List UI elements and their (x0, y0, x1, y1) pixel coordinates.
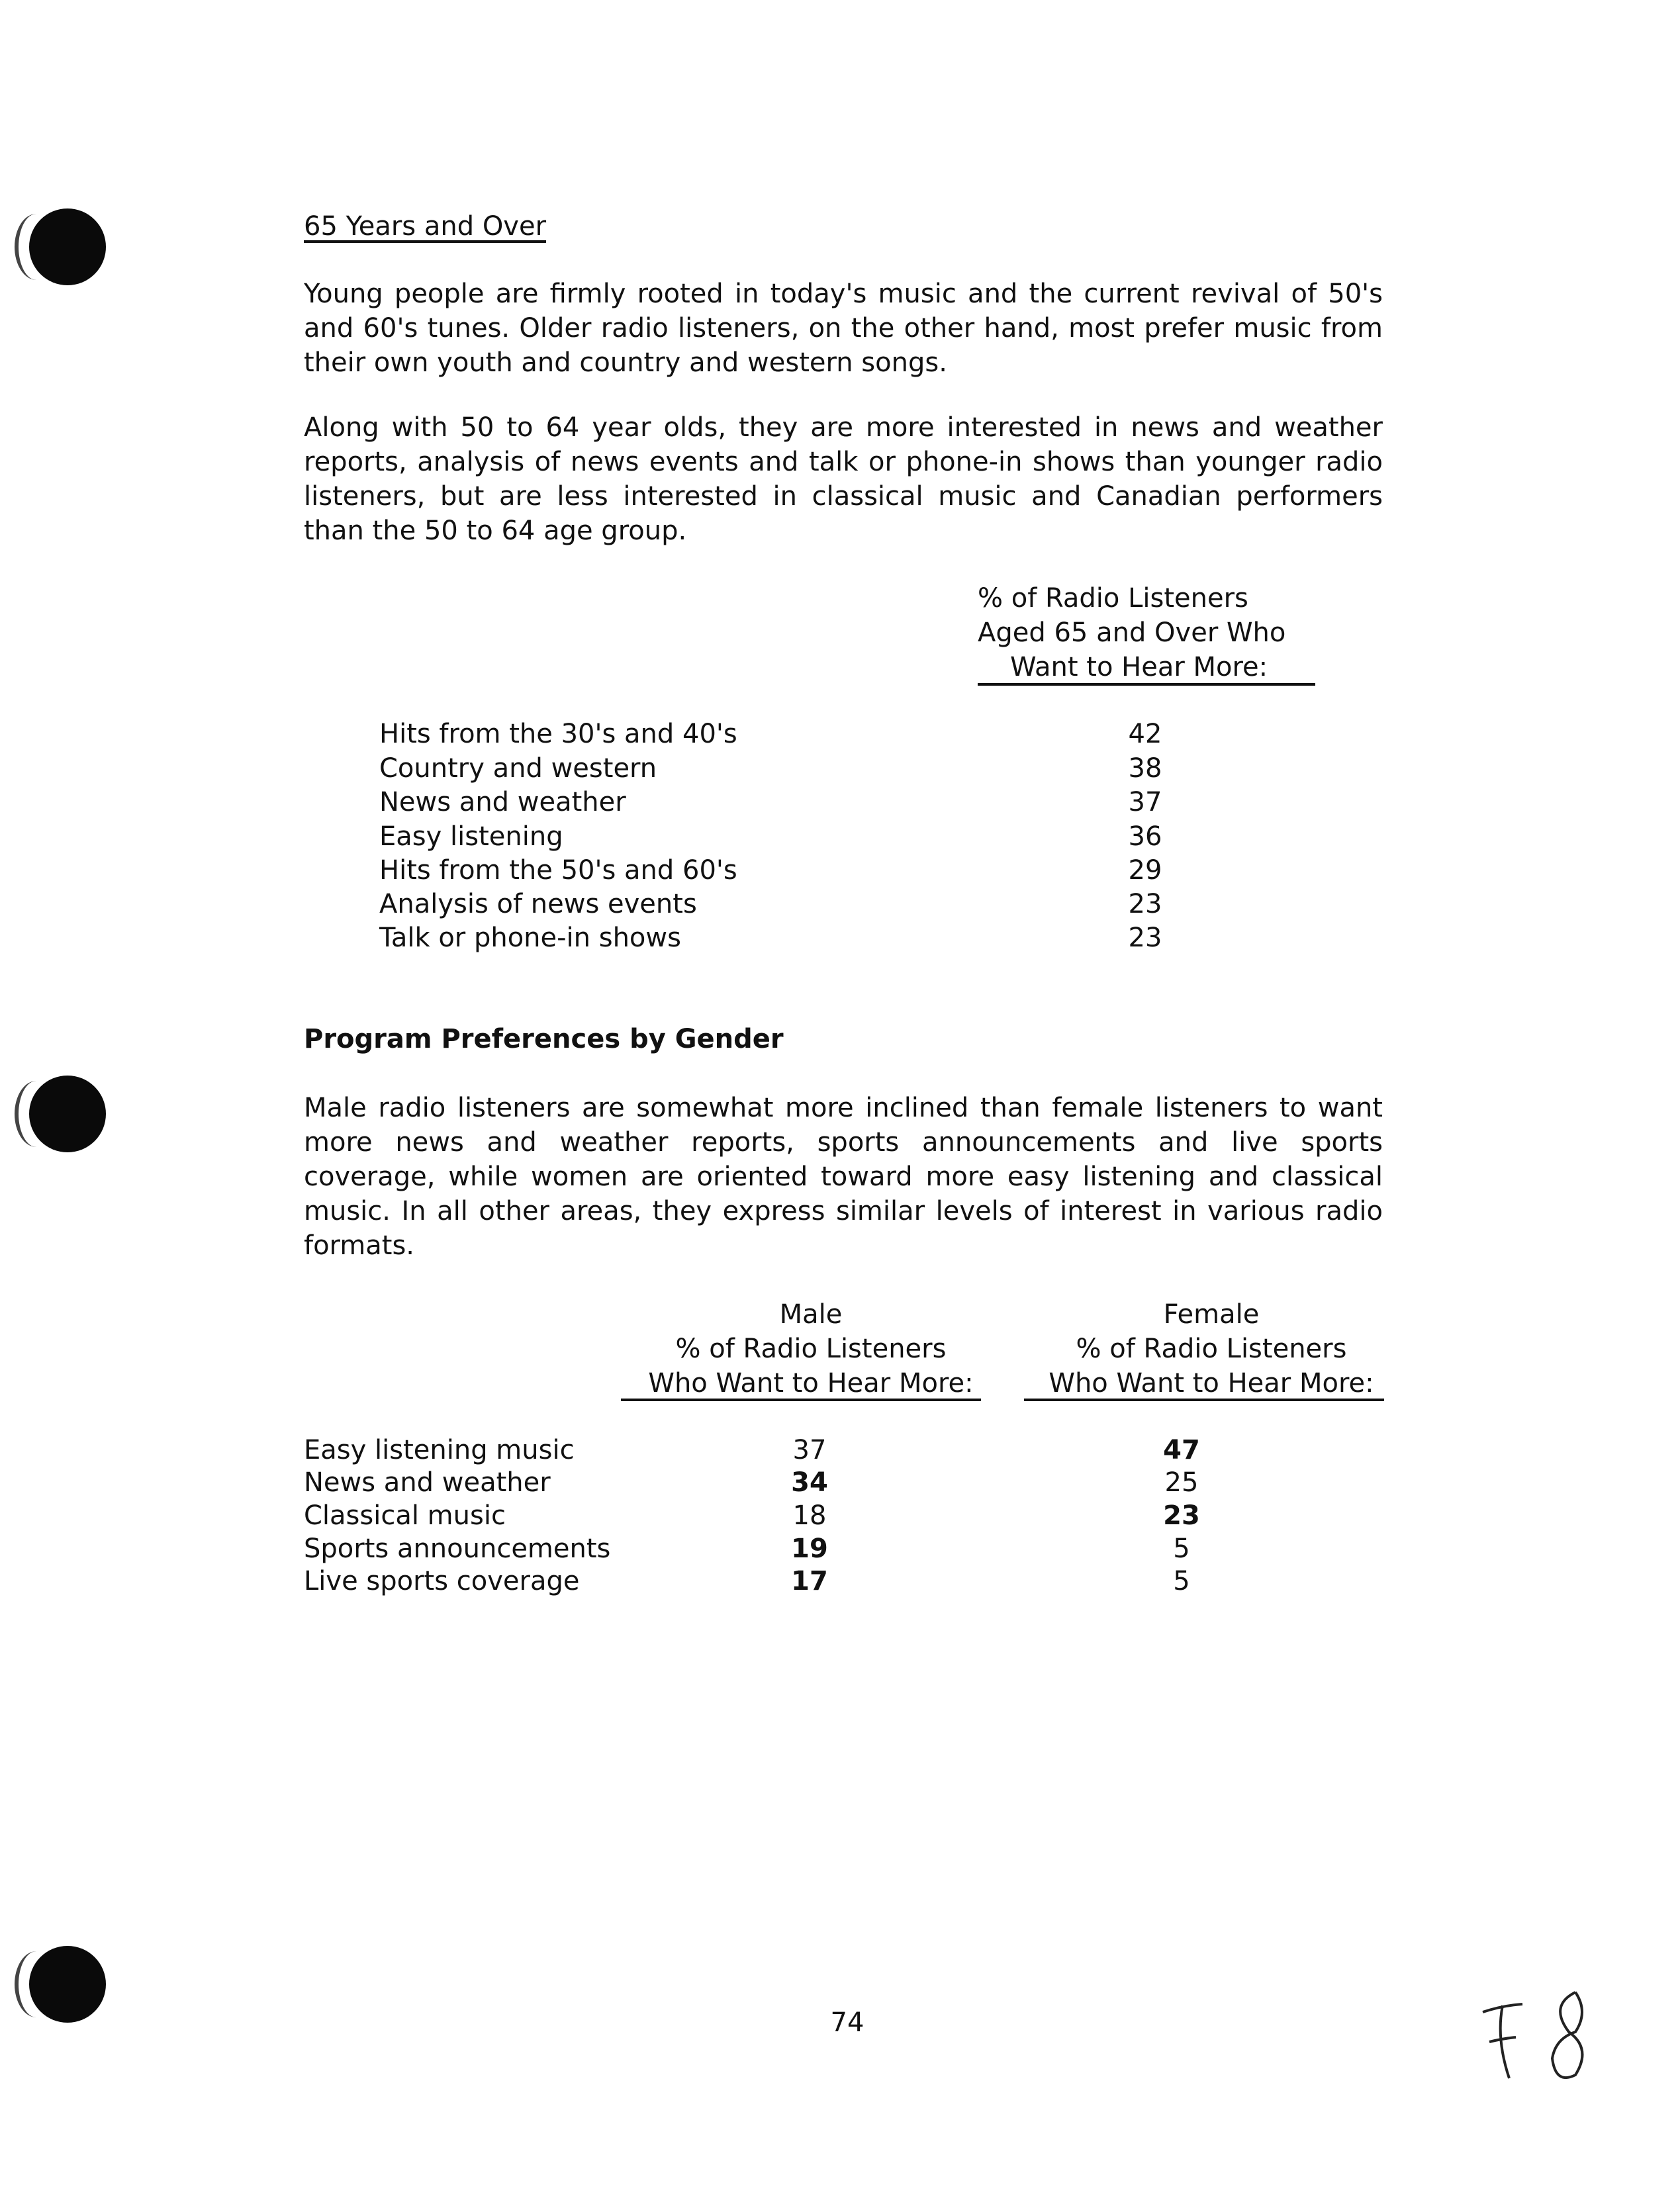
table2-row-female: 25 (1164, 1467, 1199, 1498)
table1-row-label: News and weather (379, 787, 626, 817)
table2-male-header-line2: % of Radio Listeners (675, 1334, 947, 1364)
table2-male-header-rule (621, 1399, 981, 1401)
table2-row-male: 34 (791, 1467, 828, 1498)
paragraph-male-listeners: Male radio listeners are somewhat more inclined than female listeners to want more news and weather reports, sports announcements and live sports coverage, while women are oriented toward more easy listening and classical music. In all other areas, they express similar levels of interest in various radio formats. (304, 1093, 1383, 1261)
table2-row-male: 37 (792, 1435, 827, 1465)
table2-male-header-line1: Male (779, 1299, 843, 1330)
page-number: 74 (830, 2007, 864, 2038)
table2-row-male: 17 (791, 1566, 828, 1596)
table2-row-female: 5 (1173, 1566, 1190, 1596)
punch-hole-middle (29, 1076, 106, 1152)
table1-row-label: Country and western (379, 753, 657, 784)
table1-row-label: Talk or phone-in shows (379, 923, 681, 953)
table1-row-label: Hits from the 50's and 60's (379, 855, 737, 886)
paragraph-along-with: Along with 50 to 64 year olds, they are more interested in news and weather reports, analysis of news events and talk or phone-in shows than younger radio listeners, but are less interested in classical music and Canadian performers than the 50 to 64 age group. (304, 412, 1383, 546)
table2-row-female: 47 (1163, 1435, 1200, 1465)
table1-row-value: 38 (1128, 753, 1162, 784)
table1-header-line1: % of Radio Listeners (978, 583, 1248, 614)
punch-hole-top (29, 208, 106, 285)
table1-row-value: 42 (1128, 719, 1162, 749)
table2-female-header-line2: % of Radio Listeners (1076, 1334, 1347, 1364)
table1-row-label: Hits from the 30's and 40's (379, 719, 737, 749)
table2-row-label: Live sports coverage (304, 1566, 580, 1596)
table2-row-label: News and weather (304, 1467, 551, 1498)
table2-female-header-line1: Female (1163, 1299, 1260, 1330)
table2-row-label: Easy listening music (304, 1435, 575, 1465)
table1-row-label: Analysis of news events (379, 889, 697, 919)
table2-row-female: 23 (1163, 1500, 1200, 1531)
table2-male-header-line3: Who Want to Hear More: (648, 1368, 974, 1399)
table2-female-header-rule (1024, 1399, 1384, 1401)
table1-row-value: 23 (1128, 923, 1162, 953)
table2-row-label: Sports announcements (304, 1534, 611, 1564)
table1-row-value: 37 (1128, 787, 1162, 817)
handwritten-78-drawing (1476, 1986, 1609, 2091)
table1-header-line2: Aged 65 and Over Who (978, 618, 1286, 648)
paragraph-young-people: Young people are firmly rooted in today's music and the current revival of 50's and 60's tunes. Older radio listeners, on the other hand, most prefer music from their own youth and country and western songs. (304, 279, 1383, 378)
table2-female-header-line3: Who Want to Hear More: (1049, 1368, 1374, 1399)
table1-row-label: Easy listening (379, 821, 563, 852)
handwritten-page-mark (1476, 1986, 1609, 2091)
table1-header-line3: Want to Hear More: (1010, 652, 1268, 682)
table2-row-female: 5 (1173, 1534, 1190, 1564)
punch-hole-bottom (29, 1946, 106, 2023)
table1-row-value: 23 (1128, 889, 1162, 919)
table2-row-label: Classical music (304, 1500, 506, 1531)
table2-row-male: 19 (791, 1534, 828, 1564)
section-heading-65-over: 65 Years and Over (304, 211, 547, 242)
table2-row-male: 18 (792, 1500, 827, 1531)
section-heading-gender: Program Preferences by Gender (304, 1024, 784, 1054)
table1-row-value: 36 (1128, 821, 1162, 852)
table1-header-rule (978, 683, 1315, 686)
table1-row-value: 29 (1128, 855, 1162, 886)
